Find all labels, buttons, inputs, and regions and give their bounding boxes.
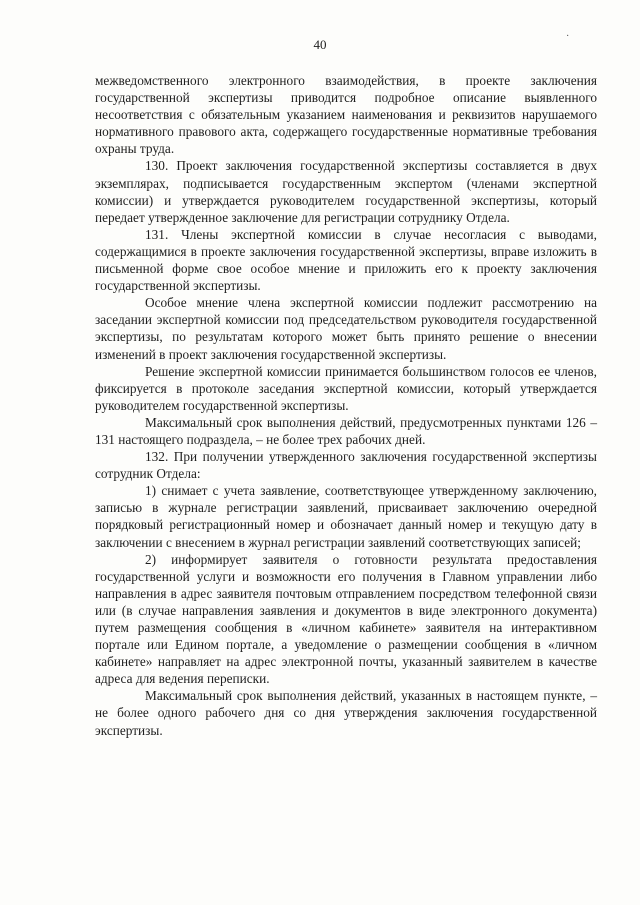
paragraph-item-131: 131. Члены экспертной комиссии в случае несогласия с выводами, содержащимися в проекте заключения государственной экспертизы, вправе изложить в письменной форме свое особое мнение и приложить его к проекту заключения государственной экспертизы. [95, 226, 597, 294]
paragraph-commission-decision: Решение экспертной комиссии принимается большинством голосов ее членов, фиксируется в протоколе заседания экспертной комиссии, который утверждается руководителем государственной экспертизы. [95, 363, 597, 413]
page-number: 40 [313, 37, 327, 52]
paragraph-continuation: межведомственного электронного взаимодействия, в проекте заключения государственной экспертизы приводится подробное описание выявленного несоответствия с обязательным указанием наименования и реквизитов нарушаемого нормативного правового акта, содержащего государственные нормативные требования охраны труда. [95, 73, 597, 157]
corner-mark: · [566, 31, 570, 42]
paragraph-deadline-132: Максимальный срок выполнения действий, указанных в настоящем пункте, – не более одного рабочего дня со дня утверждения заключения государственной экспертизы. [95, 688, 597, 738]
paragraph-item-132: 132. При получении утвержденного заключения государственной экспертизы сотрудник Отдела: [95, 449, 597, 482]
paragraph-deadline-126-131: Максимальный срок выполнения действий, предусмотренных пунктами 126 – 131 настоящего подраздела, – не более трех рабочих дней. [95, 414, 597, 447]
paragraph-subitem-1: 1) снимает с учета заявление, соответствующее утвержденному заключению, записью в журнале регистрации заявлений, присваивает заключению очередной порядковый регистрационный номер и обозначает данный номер и текущую дату в заключении с внесением в журнал регистрации заявлений соответствующих записей; [95, 483, 597, 550]
paragraph-subitem-2: 2) информирует заявителя о готовности результата предоставления государственной услуги и возможности его получения в Главном управлении либо направления в адрес заявителя почтовым отправлением посредством телефонной связи или (в случае направления заявления и документов в виде электронного документа) путем размещения сообщения в «личном кабинете» заявителя на интерактивном портале или Едином портале, а уведомление о размещении сообщения в «личном кабинете» направляет на адрес электронной почты, указанный заявителем в качестве адреса для ведения переписки. [95, 551, 597, 687]
paragraph-item-130: 130. Проект заключения государственной экспертизы составляется в двух экземплярах, подписывается государственным экспертом (членами экспертной комиссии) и утверждается руководителем государственной экспертизы, который передает утвержденное заключение для регистрации сотруднику Отдела. [95, 158, 597, 225]
document-body [95, 72, 597, 739]
paragraph-dissenting-opinion: Особое мнение члена экспертной комиссии подлежит рассмотрению на заседании экспертной комиссии под председательством руководителя государственной экспертизы, по результатам которого может быть принято решение о внесении изменений в проект заключения государственной экспертизы. [95, 295, 597, 362]
